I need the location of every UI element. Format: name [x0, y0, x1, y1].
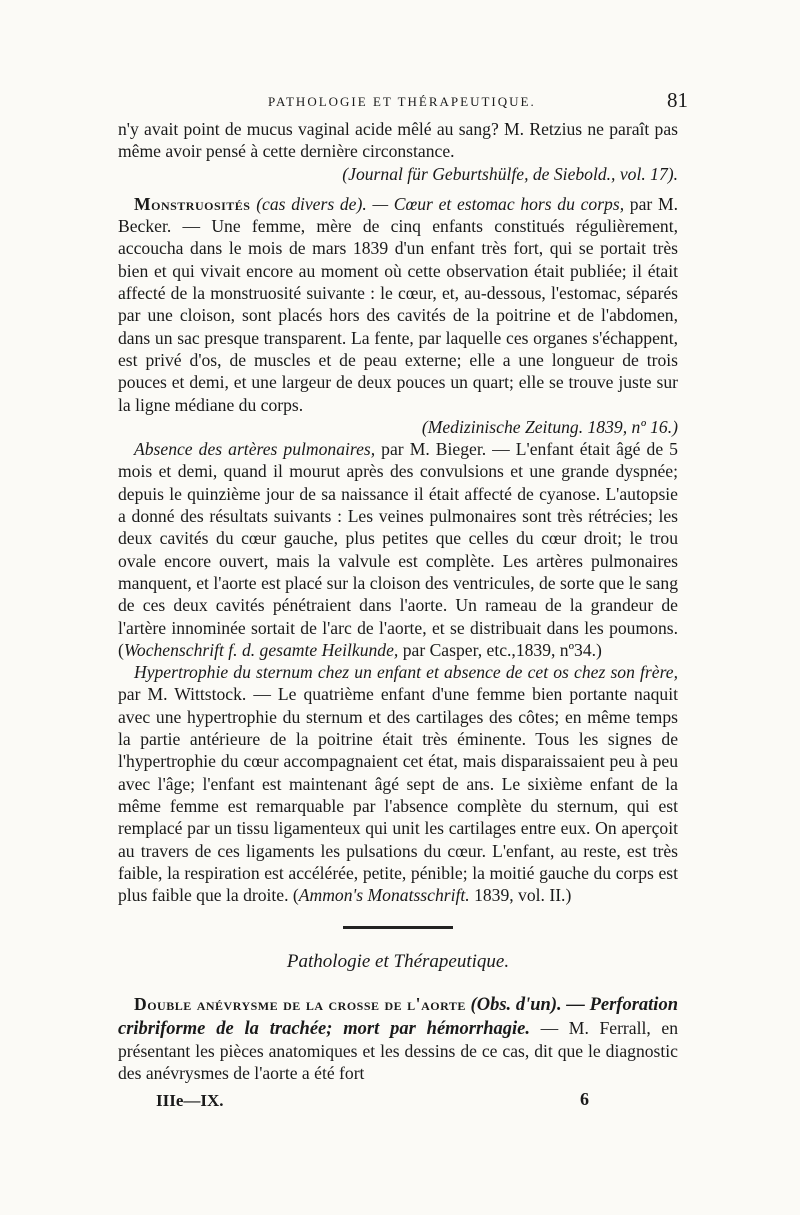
paragraph-retzius: n'y avait point de mucus vaginal acide mêlé au sang? M. Retzius ne paraît pas même avoir pensé à cette dernière circonstance.: [118, 119, 678, 162]
paragraph-anevrysme: Double anévrysme de la crosse de l'aorte (Obs. d'un). — Perforation cribriforme de la trachée; mort par hémorrhagie. — M. Ferrall, en présentant les pièces anatomiques et les dessins de ce cas, dit que le diagnostic des anévrysmes de l'aorte a été fort: [118, 994, 678, 1084]
paragraph-absence-arteres: Absence des artères pulmonaires, par M. Bieger. — L'enfant était âgé de 5 mois et demi, quand il mourut après des convulsions et une grande dyspnée; depuis le quinzième jour de sa naissance il était affecté de cyanose. L'autopsie a donné des résultats suivants : Les veines pulmonaires sont très rétrécies; les deux cavités du cœur gauche, plus petites que celles du cœur droit; le trou ovale encore ouvert, mais la valvule est complète. Les artères pulmonaires manquent, et l'aorte est placé sur la cloison des ventricules, de sorte que le sang de ces deux cavités pénétraient dans l'aorte. Un rameau de la grandeur de l'artère innominée sortait de l'arc de l'aorte, et se distribuait dans les poumons. (Wochenschrift f. d. gesamte Heilkunde, par Casper, etc.,1839, nº34.): [118, 439, 678, 660]
reference-siebold: (Journal für Geburtshülfe, de Siebold., vol. 17).: [342, 163, 678, 184]
paragraph-hypertrophie: Hypertrophie du sternum chez un enfant et absence de cet os chez son frère, par M. Wittstock. — Le quatrième enfant d'une femme bien portante naquit avec une hypertrophie du sternum et des cartilages des côtes; en même temps la partie antérieure de la poitrine était très éminente. Tous les signes de l'hypertrophie du cœur accompagnaient cet état, mais disparaissaient peu à peu avec l'âge; l'enfant est maintenant âgé sept de ans. Le sixième enfant de la même femme est remarquable par l'absence complète du sternum, qui est remplacé par un tissu ligamenteux qui unit les cartilages entre eux. On aperçoit au travers de ces ligaments les pulsations du cœur. L'enfant, au reste, est très faible, la respiration est accélérée, petite, pénible; la moitié gauche du corps est plus faible que la droite. (Ammon's Monatsschrift. 1839, vol. II.): [118, 662, 678, 906]
entry-heading: Hypertrophie du sternum chez un enfant et absence de cet os chez son frère,: [134, 662, 678, 683]
page-number: 81: [667, 88, 688, 112]
section-divider: [343, 926, 453, 929]
page: [118, 88, 688, 1119]
entry-heading: Monstruosités: [134, 193, 251, 214]
entry-heading: Absence des artères pulmonaires,: [134, 439, 376, 460]
signature-mark: IIIe—IX.: [156, 1090, 224, 1110]
running-title: PATHOLOGIE ET THÉRAPEUTIQUE.: [268, 94, 536, 109]
page-header: [118, 88, 688, 118]
section-title: Pathologie et Thérapeutique.: [286, 951, 510, 973]
reference-medizinische: (Medizinische Zeitung. 1839, nº 16.): [421, 416, 678, 437]
page-footer: [118, 1089, 678, 1119]
paragraph-monstruosites: Monstruosités (cas divers de). — Cœur et estomac hors du corps, par M. Becker. — Une femme, mère de cinq enfants constitués régulièrement, accoucha dans le mois de mars 1839 d'un enfant très fort, qui se portait très bien et qui vivait encore au moment où cette observation était publiée; il était affecté de la monstruosité suivante : le cœur, et, au-dessous, l'estomac, séparés par une cloison, sont placés hors des cavités de la poitrine et de l'abdomen, dans un sac presque transparent. La fente, par laquelle ces organes s'échappent, est privé d'os, de muscles et de peau externe; elle a une longueur de trois pouces et demi, et une largeur de deux pouces un quart; elle se trouve juste sur la ligne médiane du corps.: [118, 193, 678, 415]
signature-number: 6: [580, 1088, 589, 1109]
entry-heading: Double anévrysme de la crosse de l'aorte: [134, 994, 466, 1015]
